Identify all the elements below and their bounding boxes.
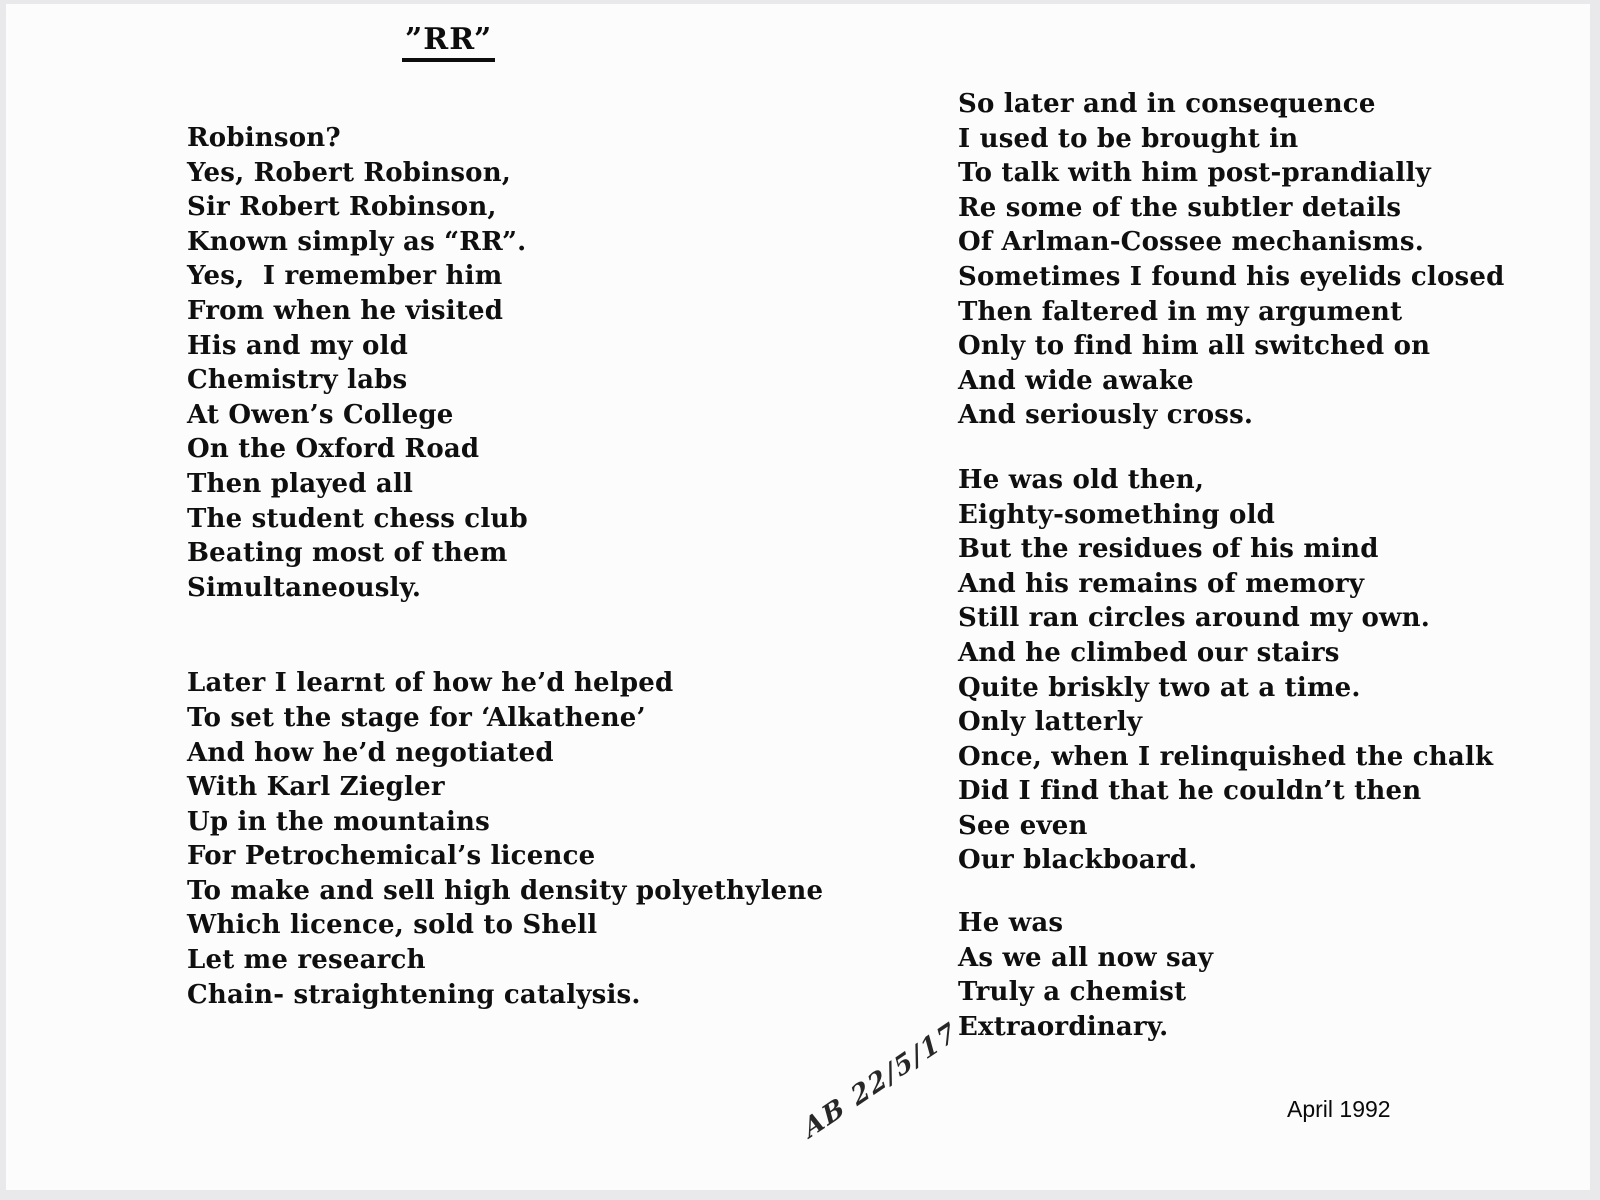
poem-line: Later I learnt of how he’d helped [187,668,674,699]
poem-line: He was old then, [958,464,1205,495]
poem-line: Once, when I relinquished the chalk [958,741,1494,772]
poem-line: As we all now say [958,942,1214,973]
poem-line: Then faltered in my argument [958,296,1403,327]
poem-line: On the Oxford Road [187,434,480,465]
poem-line: Eighty-something old [958,499,1276,530]
poem-line: Let me research [187,945,426,976]
poem-line: Only to find him all switched on [958,331,1431,362]
poem-line: Which licence, sold to Shell [187,910,598,941]
date-label: April 1992 [1287,1096,1391,1122]
poem-line: Robinson? [187,123,341,153]
page [6,4,1590,1190]
poem-line: Re some of the subtler details [958,192,1402,223]
poem-line: The student chess club [187,503,528,534]
poem-line: Known simply as “RR”. [187,226,527,257]
poem-line: And wide awake [958,365,1194,396]
poem-line: Only latterly [958,707,1143,738]
poem-title: ”RR” [402,22,495,62]
poem-line: Then played all [187,468,414,499]
poem-line: Sometimes I found his eyelids closed [958,261,1505,292]
handwritten-note: AB 22/5/17 [799,1016,963,1145]
poem-line: To make and sell high density polyethylene [187,875,824,906]
stanza [187,666,823,1012]
poem-line: Still ran circles around my own. [958,603,1430,634]
poem-line: Of Arlman-Cossee mechanisms. [958,227,1424,258]
poem-line: Up in the mountains [187,806,490,837]
poem-line: Extraordinary. [958,1011,1169,1042]
poem-line: See even [958,810,1088,841]
poem-line: Truly a chemist [958,977,1187,1008]
poem-line: Yes, I remember him [187,261,503,292]
poem-line: Simultaneously. [187,572,422,603]
poem-line: To set the stage for ‘Alkathene’ [187,702,646,733]
poem-line: His and my old [187,330,408,361]
stanza [187,121,823,605]
poem-line: Beating most of them [187,538,508,569]
stanza [958,906,1504,1044]
poem-line: And seriously cross. [958,400,1254,431]
poem-line: Yes, Robert Robinson, [187,157,512,188]
poem-line: And his remains of memory [958,568,1365,599]
poem-line: For Petrochemical’s licence [187,841,596,872]
stanza [958,463,1504,878]
poem-line: Chemistry labs [187,365,408,396]
poem-line: So later and in consequence [958,89,1376,119]
poem-line: Did I find that he couldn’t then [958,776,1422,807]
poem-line: Our blackboard. [958,845,1198,876]
poem-line: From when he visited [187,295,504,326]
poem-column-right [958,87,1504,1044]
stanza [958,87,1504,433]
poem-line: And how he’d negotiated [187,737,554,768]
poem-line: Quite briskly two at a time. [958,672,1361,703]
poem-line: Sir Robert Robinson, [187,192,497,223]
poem-line: To talk with him post-prandially [958,158,1431,189]
poem-line: And he climbed our stairs [958,637,1340,668]
poem-line: Chain- straightening catalysis. [187,979,641,1010]
poem-line: He was [958,908,1064,939]
poem-line: With Karl Ziegler [187,772,445,803]
poem-line: I used to be brought in [958,123,1299,154]
poem-line: But the residues of his mind [958,534,1379,565]
poem-column-left [187,121,823,1012]
poem-line: At Owen’s College [187,399,454,430]
